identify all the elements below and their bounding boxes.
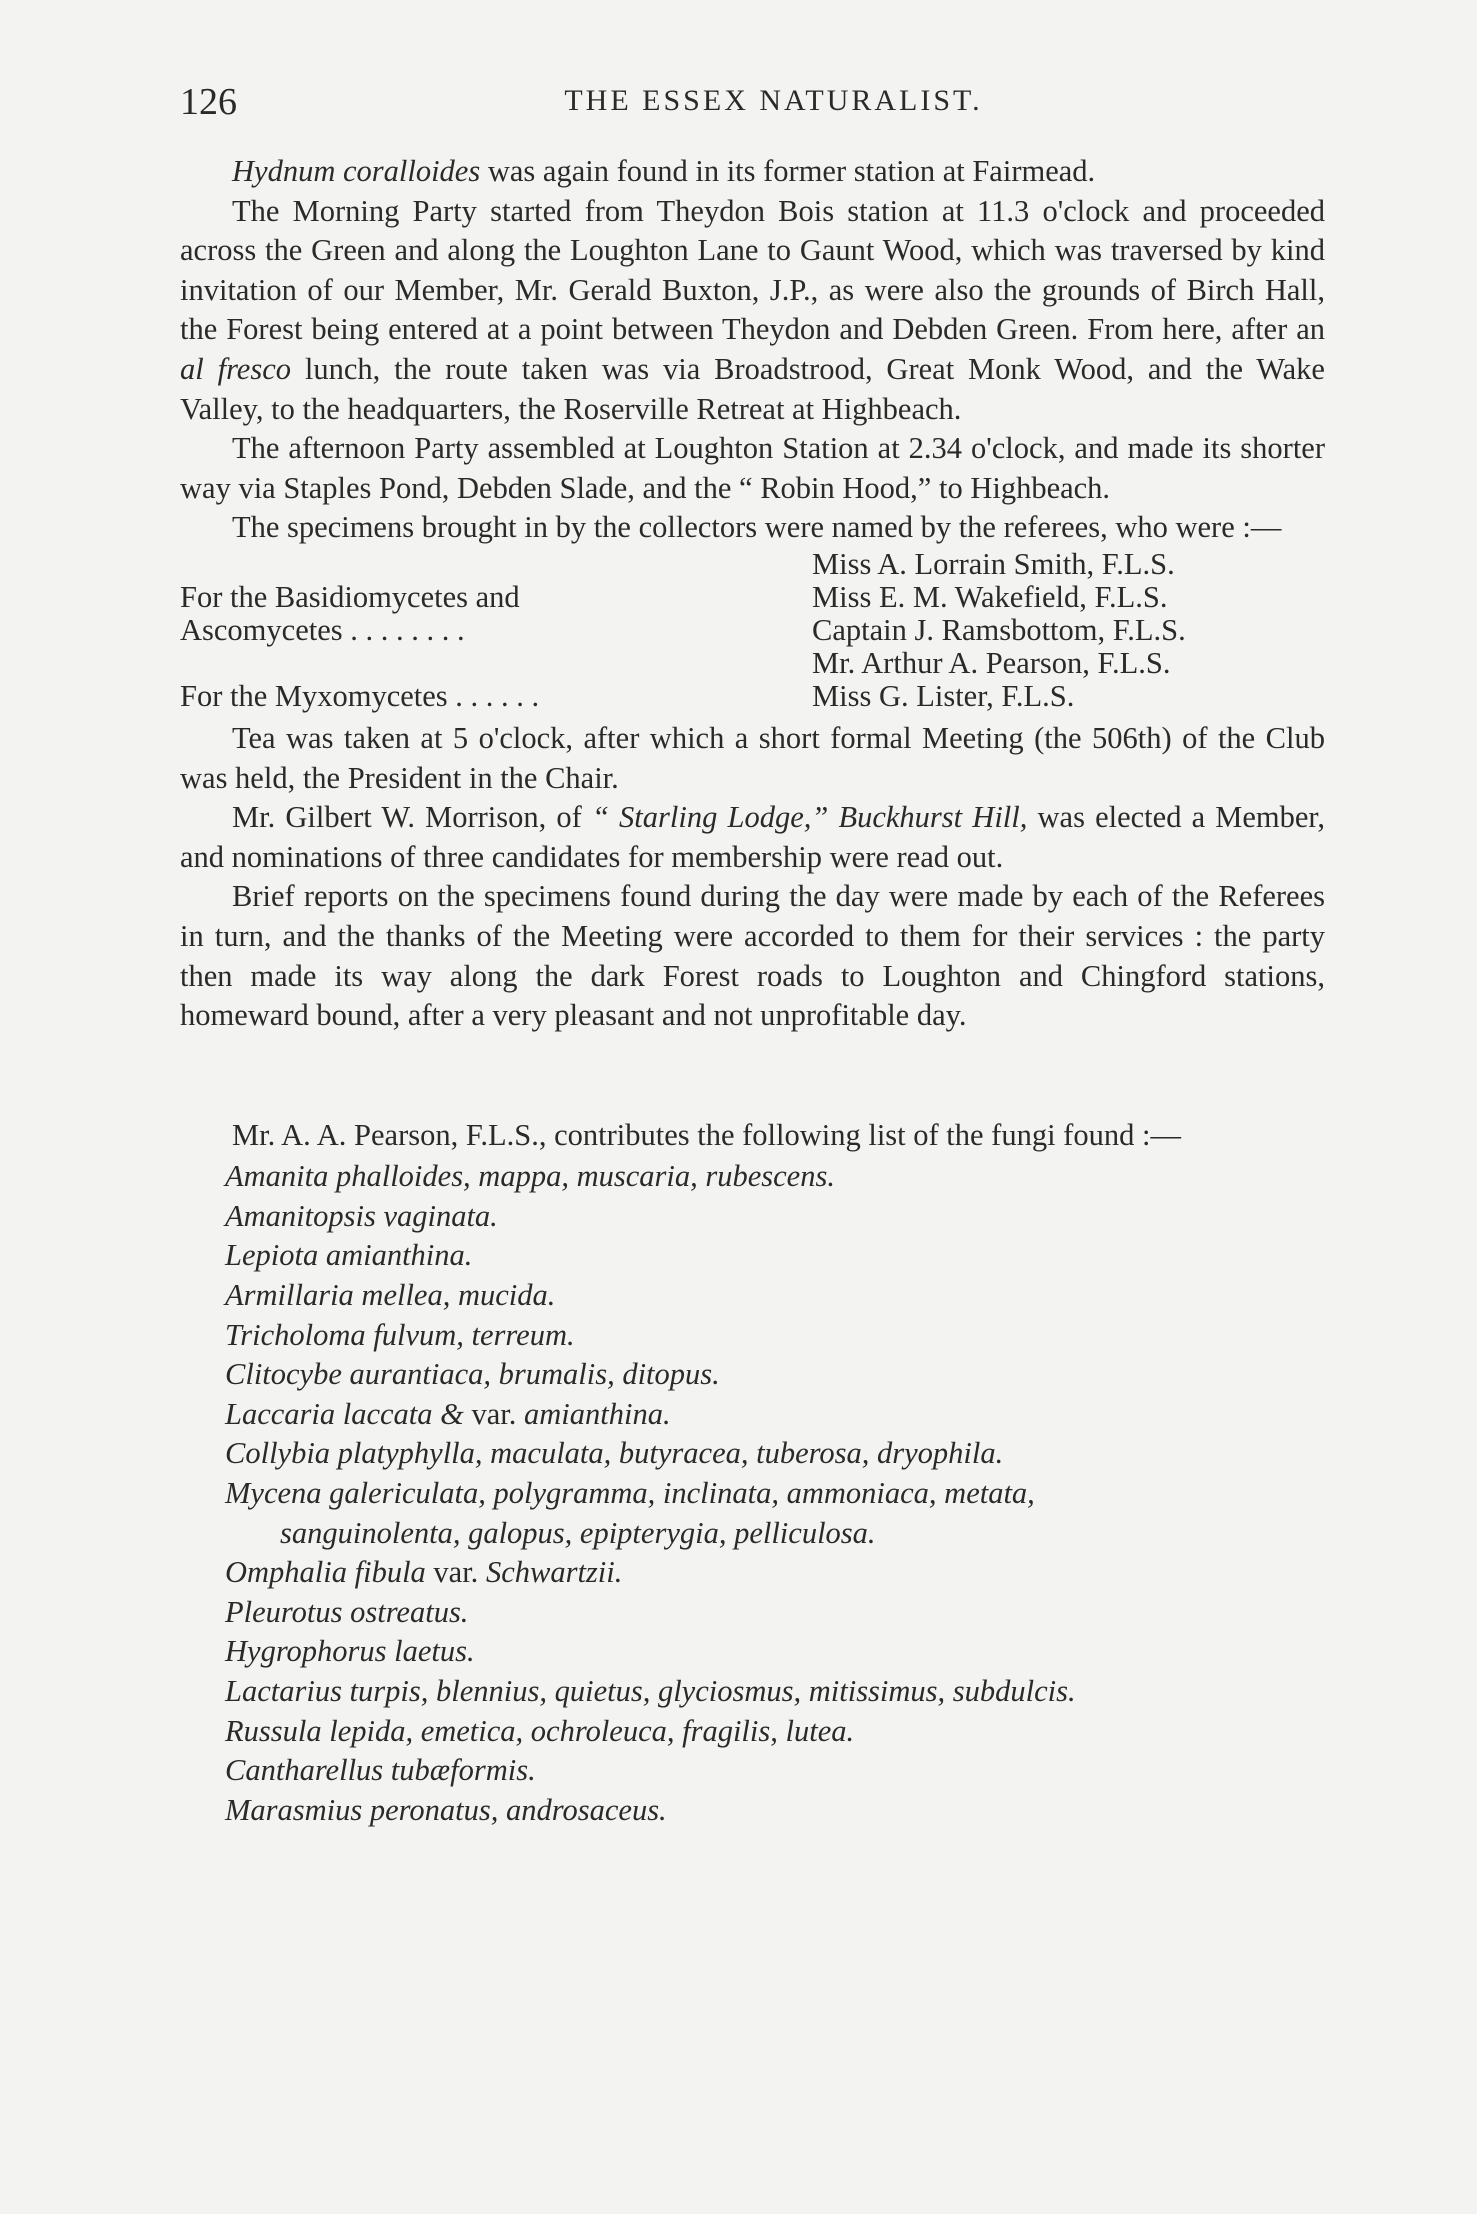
fungi-list-item: Armillaria mellea, mucida. [225,1278,556,1313]
paragraph-fungi-intro: Mr. A. A. Pearson, F.L.S., contributes the following list of the fungi found :— [232,1117,1181,1152]
referee-name: Captain J. Ramsbottom, F.L.S. [812,612,1186,647]
italic-phrase: al fresco [180,351,291,386]
var-abbrev: var. [463,1396,525,1431]
paragraph-afternoon-party: The afternoon Party assembled at Loughton Station at 2.34 o'clock, and made its shorter way via Staples Pond, Debden Slade, and the “ Robin Hood,” to Highbeach. [180,431,1325,505]
paragraph-morning-party [180,192,1325,430]
fungi-list [180,1157,1325,1830]
paragraph-text: lunch, the route taken was via Broadstrood, Great Monk Wood, and the Wake Valley, to the headquarters, the Roserville Retreat at Highbeach. [180,351,1325,426]
referee-row [180,680,1325,713]
fungi-text: Mycena galericulata, polygramma, inclinata, ammoniaca, metata, [225,1476,1035,1511]
fungi-list-item: Amanita phalloides, mappa, muscaria, rubescens. [225,1159,835,1194]
referee-group [180,548,812,581]
fungi-text: amianthina. [524,1396,671,1431]
paragraph-reports: Brief reports on the specimens found during the day were made by each of the Referees in turn, and the thanks of the Meeting were accorded to them for their services : the party then made its way along the dark Forest roads to Loughton and Chingford stations, homeward bound, after a very pleasant and not unprofitable day. [180,879,1325,1033]
paragraph-text: was elected a Member, and nominations of three candidates for membership were read out. [180,800,1325,874]
fungi-list-item: Tricholoma fulvum, terreum. [225,1317,575,1352]
section-gap [180,1036,1325,1116]
fungi-list-item [180,1395,1325,1435]
referee-group: Ascomycetes . . . . . . . . [180,613,465,647]
paragraph-text: was again found in its former station at Fairmead. [480,154,1096,188]
fungi-list-item: Marasmius peronatus, androsaceus. [225,1792,667,1827]
referee-group [180,647,812,680]
fungi-list-item: Cantharellus tubæformis. [225,1753,536,1788]
paragraph-hydnum [180,152,1325,192]
fungi-list-item [180,1553,1325,1593]
referee-name: Miss G. Lister, F.L.S. [812,678,1075,713]
fungi-list-item: Pleurotus ostreatus. [225,1594,469,1629]
fungi-text: Schwartzii. [485,1555,623,1590]
referee-row [180,581,1325,614]
fungi-list-item: Lepiota amianthina. [225,1238,473,1273]
fungi-list-item: Amanitopsis vaginata. [225,1198,498,1233]
fungi-list-item: Russula lepida, emetica, ochroleuca, fragilis, lutea. [225,1713,855,1748]
paragraph-election [180,798,1325,877]
referee-group: For the Myxomycetes . . . . . . [180,679,540,713]
referee-row [180,614,1325,647]
referee-group: For the Basidiomycetes and [180,580,520,614]
fungi-text: Omphalia fibula [225,1555,426,1590]
referee-name: Miss A. Lorrain Smith, F.L.S. [812,546,1175,581]
fungi-text: Laccaria laccata [225,1396,441,1431]
referee-name: Mr. Arthur A. Pearson, F.L.S. [812,645,1171,680]
fungi-list-item: Clitocybe aurantiaca, brumalis, ditopus. [225,1357,720,1392]
paragraph-referees-intro: The specimens brought in by the collectors were named by the referees, who were :— [232,510,1282,545]
running-title: THE ESSEX NATURALIST. [564,84,983,117]
fungi-text-continuation: sanguinolenta, galopus, epipterygia, pelliculosa. [280,1515,876,1550]
fungi-list-item [180,1474,1325,1553]
var-abbrev: var. [425,1555,486,1590]
ampersand-glyph: & [440,1396,464,1431]
referees-list [180,548,1325,713]
paragraph-text: The Morning Party started from Theydon Bois station at 11.3 o'clock and proceeded across the Green and along the Loughton Lane to Gaunt Wood, which was traversed by kind invitation of our Member, Mr. Gerald Buxton, J.P., as were also the grounds of Birch Hall, the Forest being entered at a point between Theydon and Debden Green. From here, after an [180,193,1325,347]
referee-name: Miss E. M. Wakefield, F.L.S. [812,579,1168,614]
referee-row [180,647,1325,680]
paragraph-tea: Tea was taken at 5 o'clock, after which a short formal Meeting (the 506th) of the Club was held, the President in the Chair. [180,720,1325,795]
fungi-list-item: Collybia platyphylla, maculata, butyracea, tuberosa, dryophila. [225,1436,1004,1471]
genus-name: Hydnum [232,154,336,188]
page-header [180,80,1327,130]
article-body [180,152,1325,1830]
species-name: coralloides [342,154,481,188]
fungi-list-item: Hygrophorus laetus. [225,1634,475,1669]
referee-row [180,548,1325,581]
italic-address: “ Starling Lodge,” Buckhurst Hill, [591,800,1028,835]
page-number: 126 [180,81,237,123]
fungi-list-item: Lactarius turpis, blennius, quietus, glyciosmus, mitissimus, subdulcis. [225,1674,1076,1708]
paragraph-text: Mr. Gilbert W. Morrison, of [232,800,592,835]
